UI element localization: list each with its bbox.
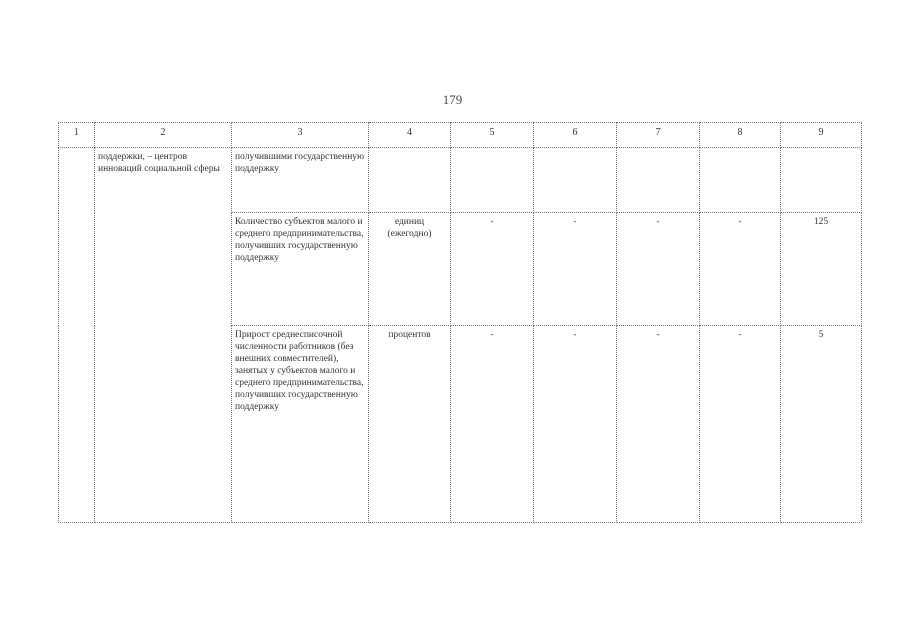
row-number-cell (59, 148, 95, 523)
header-cell: 4 (369, 123, 451, 148)
value-cell: - (700, 326, 781, 523)
table-row (59, 148, 862, 213)
value-cell: - (617, 326, 700, 523)
value-cell: - (451, 213, 534, 326)
indicator-name-cell: Прирост среднесписочной численности работников (без внешних совместителей), занятых у субъектов малого и среднего предпринимательства, получивших государственную поддержку (232, 326, 369, 523)
unit-cell: единиц (ежегодно) (369, 213, 451, 326)
header-cell: 6 (534, 123, 617, 148)
value-cell: 125 (781, 213, 862, 326)
header-cell: 7 (617, 123, 700, 148)
indicator-name-cell: Количество субъектов малого и среднего предпринимательства, получивших государственную поддержку (232, 213, 369, 326)
value-cell: 5 (781, 326, 862, 523)
header-cell: 3 (232, 123, 369, 148)
indicator-name-cell: получившими государственную поддержку (232, 148, 369, 213)
value-cell (700, 148, 781, 213)
unit-cell (369, 148, 451, 213)
value-cell: - (534, 326, 617, 523)
page-number: 179 (442, 92, 463, 107)
value-cell (617, 148, 700, 213)
header-cell: 8 (700, 123, 781, 148)
value-cell: - (451, 326, 534, 523)
program-name-cell: поддержки, – центров инноваций социальной сферы (95, 148, 232, 523)
header-cell: 2 (95, 123, 232, 148)
header-cell: 1 (59, 123, 95, 148)
value-cell (451, 148, 534, 213)
value-cell (781, 148, 862, 213)
value-cell (534, 148, 617, 213)
table-header-row (59, 123, 862, 148)
indicator-table (58, 122, 862, 523)
unit-cell: процентов (369, 326, 451, 523)
header-cell: 9 (781, 123, 862, 148)
value-cell: - (617, 213, 700, 326)
value-cell: - (534, 213, 617, 326)
header-cell: 5 (451, 123, 534, 148)
value-cell: - (700, 213, 781, 326)
